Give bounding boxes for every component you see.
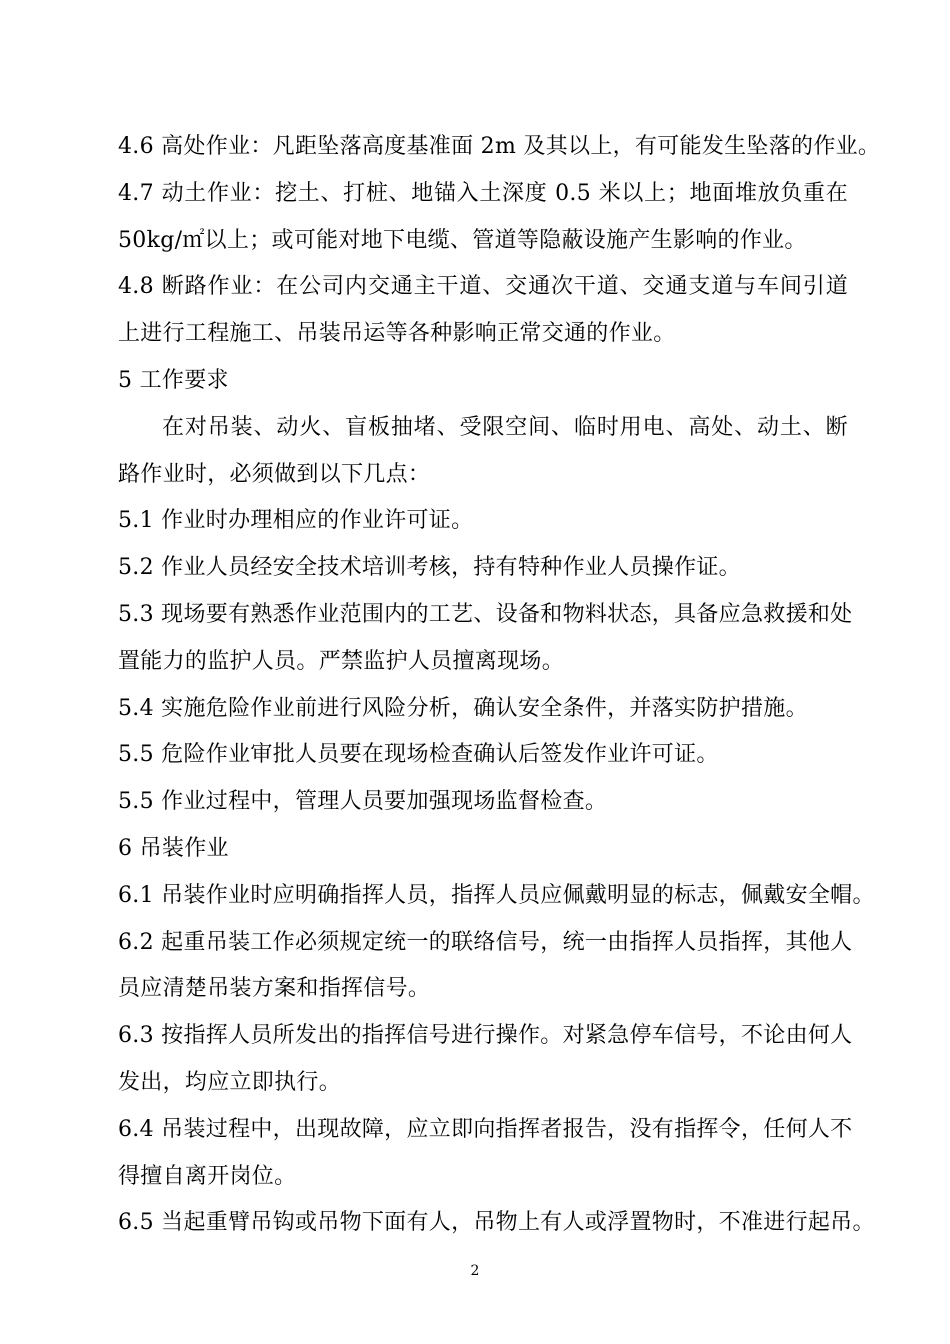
- paragraph-6-3-cont: 发出，均应立即执行。: [118, 1069, 342, 1095]
- paragraph-5-1: 5.1 作业时办理相应的作业许可证。: [118, 508, 474, 534]
- paragraph-5-intro-cont: 路作业时，必须做到以下几点：: [118, 461, 431, 487]
- paragraph-5-5a: 5.5 危险作业审批人员要在现场检查确认后签发作业许可证。: [118, 742, 719, 768]
- paragraph-4-7: 4.7 动土作业：挖土、打桩、地锚入土深度 0.5 米以上；地面堆放负重在: [118, 180, 848, 206]
- paragraph-4-8-cont: 上进行工程施工、吊装吊运等各种影响正常交通的作业。: [118, 321, 676, 347]
- paragraph-6-2: 6.2 起重吊装工作必须规定统一的联络信号，统一由指挥人员指挥，其他人: [118, 929, 853, 955]
- paragraph-5-2: 5.2 作业人员经安全技术培训考核，持有特种作业人员操作证。: [118, 555, 741, 581]
- paragraph-5-3: 5.3 现场要有熟悉作业范围内的工艺、设备和物料状态，具备应急救援和处: [118, 601, 853, 627]
- paragraph-4-7-cont: 50kg/㎡以上；或可能对地下电缆、管道等隐蔽设施产生影响的作业。: [118, 227, 807, 253]
- paragraph-6-5: 6.5 当起重臂吊钩或吊物下面有人，吊物上有人或浮置物时，不准进行起吊。: [118, 1210, 875, 1236]
- paragraph-6-1: 6.1 吊装作业时应明确指挥人员，指挥人员应佩戴明显的标志，佩戴安全帽。: [118, 882, 875, 908]
- paragraph-5-5b: 5.5 作业过程中，管理人员要加强现场监督检查。: [118, 789, 608, 815]
- paragraph-6-4: 6.4 吊装过程中，出现故障，应立即向指挥者报告，没有指挥令，任何人不: [118, 1116, 853, 1142]
- paragraph-4-6: 4.6 高处作业：凡距坠落高度基准面 2m 及其以上，有可能发生坠落的作业。: [118, 134, 881, 159]
- document-body: [118, 124, 881, 1247]
- paragraph-5-4: 5.4 实施危险作业前进行风险分析，确认安全条件，并落实防护措施。: [118, 695, 808, 721]
- paragraph-5-intro: 在对吊装、动火、盲板抽堵、受限空间、临时用电、高处、动土、断: [162, 414, 848, 440]
- section-heading-6: 6 吊装作业: [118, 835, 229, 861]
- paragraph-6-3: 6.3 按指挥人员所发出的指挥信号进行操作。对紧急停车信号，不论由何人: [118, 1023, 853, 1049]
- page-number: 2: [470, 1263, 480, 1279]
- paragraph-6-2-cont: 员应清楚吊装方案和指挥信号。: [118, 976, 431, 1002]
- paragraph-5-3-cont: 置能力的监护人员。严禁监护人员擅离现场。: [118, 648, 565, 674]
- section-heading-5: 5 工作要求: [118, 367, 229, 393]
- paragraph-4-8: 4.8 断路作业：在公司内交通主干道、交通次干道、交通支道与车间引道: [118, 274, 848, 300]
- paragraph-6-4-cont: 得擅自离开岗位。: [118, 1163, 297, 1189]
